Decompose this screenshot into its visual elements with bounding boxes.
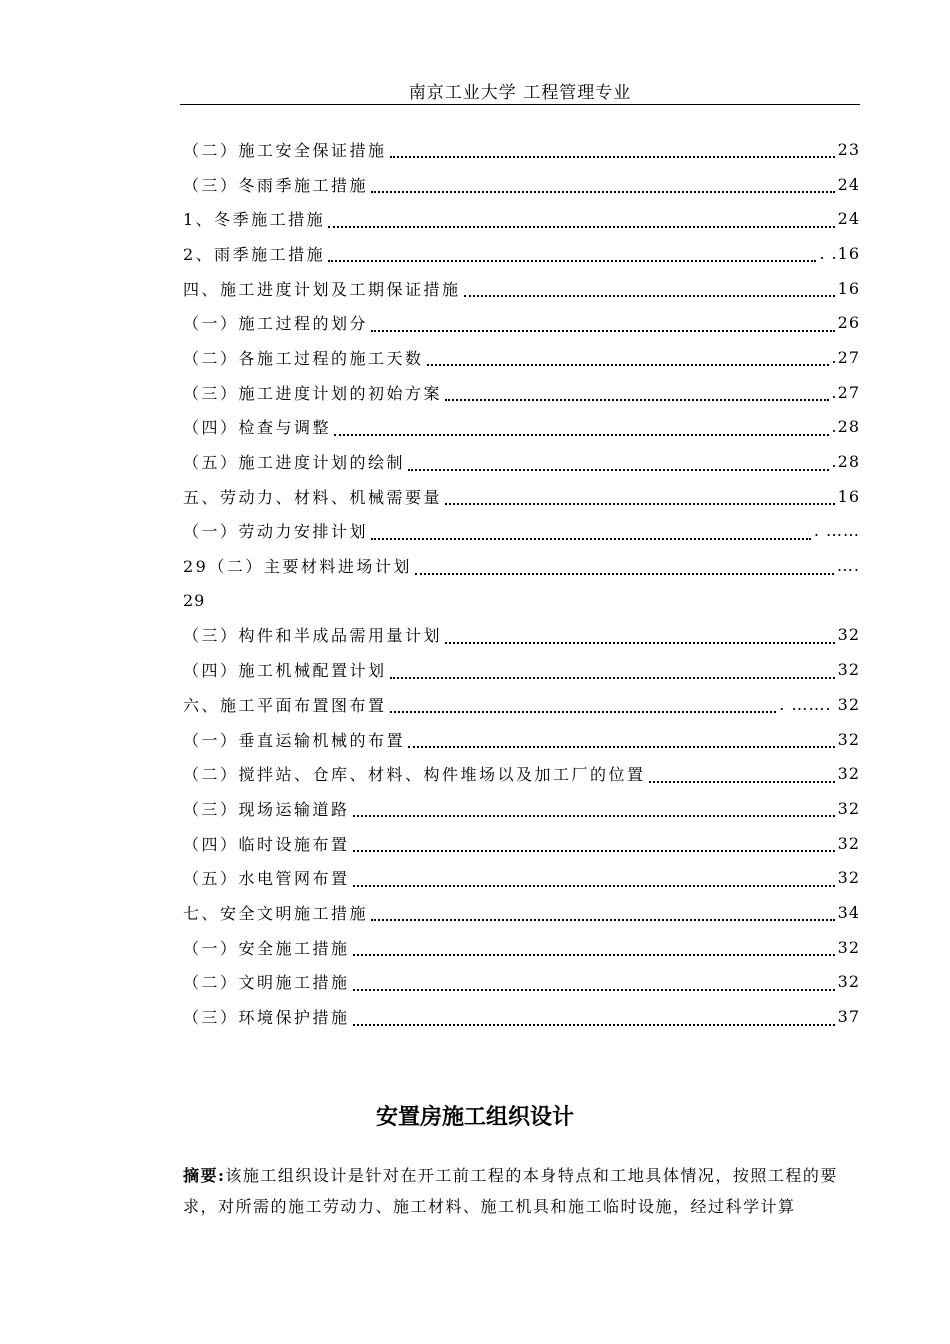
toc-entry-page: . ……. 32 bbox=[779, 694, 860, 714]
toc-entry-page: 26 bbox=[837, 313, 860, 333]
toc-entry-page: 23 bbox=[837, 139, 860, 159]
toc-entry-page: 32 bbox=[837, 972, 860, 992]
toc-entry-page: .28 bbox=[831, 417, 860, 437]
toc-entry bbox=[183, 410, 860, 445]
toc-entry-label: （五）施工进度计划的绘制 bbox=[183, 453, 406, 473]
toc-entry-page: 32 bbox=[837, 625, 860, 645]
toc-entry bbox=[183, 826, 860, 861]
toc-entry-page: 24 bbox=[837, 209, 860, 229]
toc-entry bbox=[183, 965, 860, 1000]
toc-entry bbox=[183, 305, 860, 340]
toc-entry-label: 七、安全文明施工措施 bbox=[183, 903, 369, 923]
toc-entry bbox=[183, 999, 860, 1034]
abstract-label: 摘要: bbox=[183, 1166, 226, 1185]
toc-entry-label: （一）施工过程的划分 bbox=[183, 314, 369, 334]
dot-leader bbox=[408, 459, 829, 471]
toc-entry bbox=[183, 548, 860, 583]
toc-entry-page: 34 bbox=[837, 902, 860, 922]
toc-entry-label: （三）环境保护措施 bbox=[183, 1008, 350, 1028]
dot-leader bbox=[353, 1014, 835, 1026]
toc-entry-label: （一）安全施工措施 bbox=[183, 938, 350, 958]
page-header: 南京工业大学 工程管理专业 bbox=[408, 83, 632, 103]
toc-entry-label: （三）冬雨季施工措施 bbox=[183, 175, 369, 195]
dot-leader bbox=[649, 771, 835, 783]
toc-entry-label: 1、冬季施工措施 bbox=[183, 210, 326, 230]
abstract-text: 该施工组织设计是针对在开工前工程的本身特点和工地具体情况，按照工程的要求，对所需的施工劳动力、施工材料、施工机具和施工临时设施，经过科学计算 bbox=[183, 1166, 838, 1216]
dot-leader bbox=[390, 667, 835, 679]
toc-entry-page: .28 bbox=[831, 452, 860, 472]
toc-entry-page: 32 bbox=[837, 833, 860, 853]
toc-entry-page: 37 bbox=[837, 1007, 860, 1027]
toc-entry-label: 29（二）主要材料进场计划 bbox=[183, 557, 412, 577]
toc-entry-label: 六、施工平面布置图布置 bbox=[183, 695, 387, 715]
toc-entry bbox=[183, 618, 860, 653]
toc-entry bbox=[183, 687, 860, 722]
toc-entry-label: 2、雨季施工措施 bbox=[183, 244, 326, 264]
toc-entry-page: 32 bbox=[837, 937, 860, 957]
toc-entry-page: 16 bbox=[837, 278, 860, 298]
toc-entry-label: （四）施工机械配置计划 bbox=[183, 661, 387, 681]
toc-entry bbox=[183, 756, 860, 791]
dot-leader bbox=[334, 424, 829, 436]
toc-entry bbox=[183, 895, 860, 930]
dot-leader bbox=[408, 736, 835, 748]
toc-entry bbox=[183, 375, 860, 410]
toc-entry bbox=[183, 340, 860, 375]
toc-entry-page: . …… bbox=[813, 521, 860, 541]
toc-entry-label: （三）现场运输道路 bbox=[183, 799, 350, 819]
toc-entry-label: （二）各施工过程的施工天数 bbox=[183, 348, 424, 368]
toc-entry bbox=[183, 860, 860, 895]
toc-entry-page: …. bbox=[836, 556, 860, 576]
toc-entry-label: （二）搅拌站、仓库、材料、构件堆场以及加工厂的位置 bbox=[183, 765, 646, 785]
toc-entry-label: （一）垂直运输机械的布置 bbox=[183, 730, 406, 750]
document-title: 安置房施工组织设计 bbox=[375, 1105, 574, 1130]
toc-entry bbox=[183, 791, 860, 826]
toc-entry bbox=[183, 444, 860, 479]
toc-entry-page: 24 bbox=[837, 174, 860, 194]
toc-entry-label: （一）劳动力安排计划 bbox=[183, 522, 369, 542]
toc-entry-page: .27 bbox=[831, 347, 860, 367]
toc-entry-label: （五）水电管网布置 bbox=[183, 869, 350, 889]
dot-leader bbox=[445, 389, 829, 401]
toc-entry bbox=[183, 201, 860, 236]
toc-entry-page: 32 bbox=[837, 729, 860, 749]
toc-entry-label: （二）施工安全保证措施 bbox=[183, 140, 387, 160]
toc-entry-label: 五、劳动力、材料、机械需要量 bbox=[183, 487, 443, 507]
dot-leader bbox=[427, 354, 829, 366]
toc-entry bbox=[183, 583, 860, 618]
dot-leader bbox=[390, 146, 835, 158]
dot-leader bbox=[353, 840, 835, 852]
toc-entry bbox=[183, 271, 860, 306]
toc-entry-page: 32 bbox=[837, 764, 860, 784]
dot-leader bbox=[353, 979, 835, 991]
dot-leader bbox=[353, 944, 835, 956]
toc-entry bbox=[183, 514, 860, 549]
dot-leader bbox=[371, 909, 835, 921]
toc-entry bbox=[183, 652, 860, 687]
toc-entry bbox=[183, 167, 860, 202]
toc-entry-label: 29 bbox=[183, 590, 206, 610]
dot-leader bbox=[328, 216, 834, 228]
toc-entry bbox=[183, 236, 860, 271]
dot-leader bbox=[371, 528, 811, 540]
toc-entry-page: 32 bbox=[837, 798, 860, 818]
dot-leader bbox=[445, 632, 835, 644]
toc-entry-page: . .16 bbox=[819, 243, 860, 263]
toc-entry-label: （四）临时设施布置 bbox=[183, 834, 350, 854]
dot-leader bbox=[353, 805, 835, 817]
toc-entry-page: .27 bbox=[831, 382, 860, 402]
toc-entry-page: 16 bbox=[837, 486, 860, 506]
toc-entry bbox=[183, 479, 860, 514]
toc-entry bbox=[183, 722, 860, 757]
toc-entry-label: （四）检查与调整 bbox=[183, 418, 332, 438]
header-rule bbox=[180, 104, 860, 105]
dot-leader bbox=[371, 181, 835, 193]
dot-leader bbox=[445, 493, 835, 505]
toc-entry-page: 32 bbox=[837, 868, 860, 888]
dot-leader bbox=[390, 701, 777, 713]
dot-leader bbox=[415, 563, 834, 575]
dot-leader bbox=[371, 320, 835, 332]
toc-entry bbox=[183, 132, 860, 167]
dot-leader bbox=[328, 250, 816, 262]
toc-entry-label: （三）施工进度计划的初始方案 bbox=[183, 383, 443, 403]
dot-leader bbox=[464, 285, 835, 297]
dot-leader bbox=[353, 875, 835, 887]
toc-entry-label: 四、施工进度计划及工期保证措施 bbox=[183, 279, 461, 299]
toc-entry-page: 32 bbox=[837, 660, 860, 680]
toc-entry-label: （三）构件和半成品需用量计划 bbox=[183, 626, 443, 646]
table-of-contents bbox=[183, 132, 860, 1034]
toc-entry bbox=[183, 930, 860, 965]
abstract-paragraph bbox=[183, 1160, 860, 1222]
toc-entry-label: （二）文明施工措施 bbox=[183, 973, 350, 993]
